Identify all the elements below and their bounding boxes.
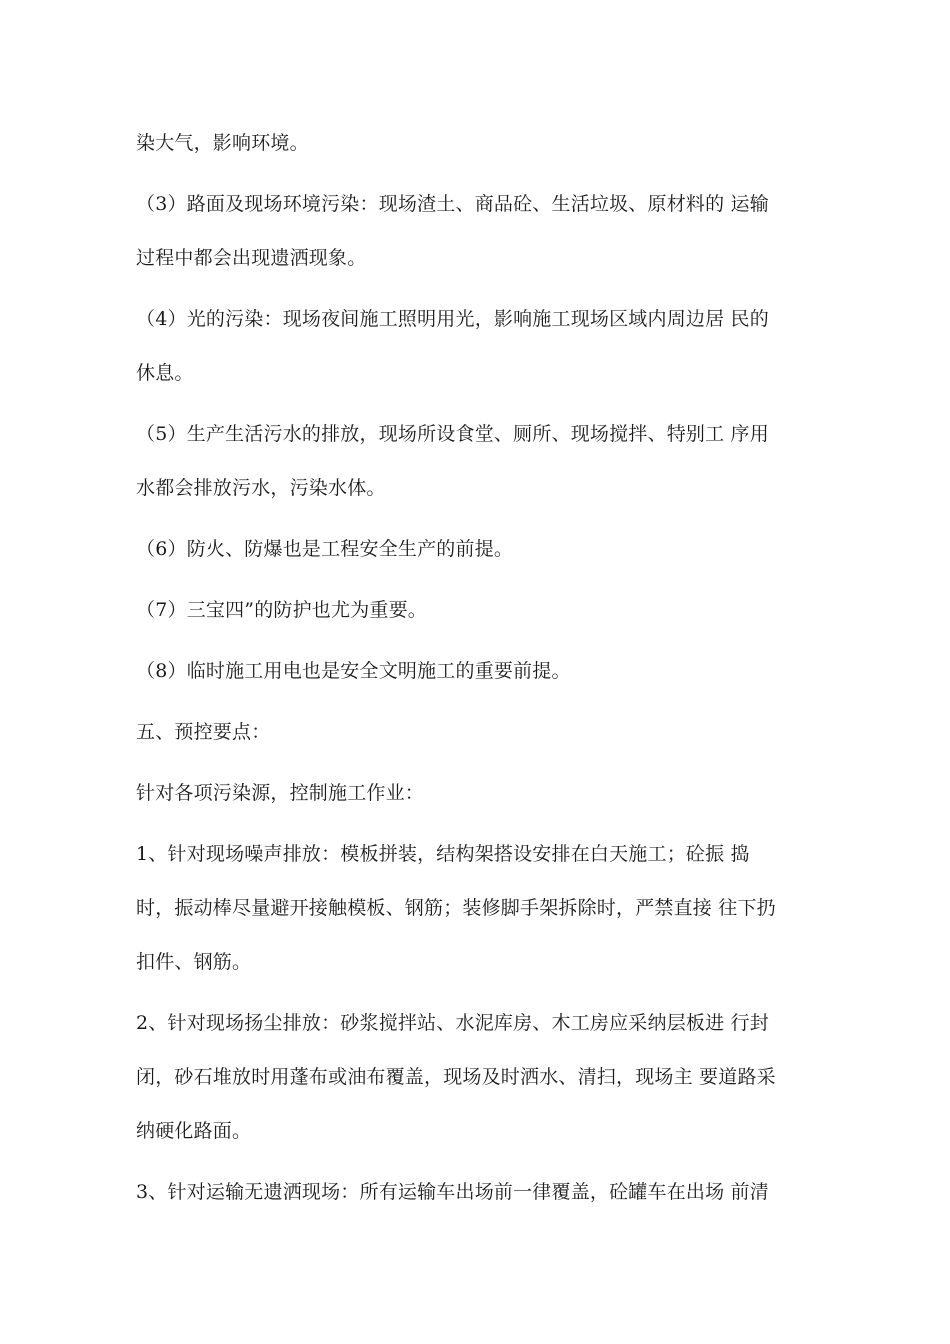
- paragraph-line: （8）临时施工用电也是安全文明施工的重要前提。: [136, 660, 571, 682]
- paragraph-line: （3）路面及现场环境污染：现场渣土、商品砼、生活垃圾、原材料的 运输: [136, 193, 769, 215]
- paragraph-line: 1、针对现场噪声排放：模板拼装，结构架搭设安排在白天施工；砼振 捣: [136, 843, 750, 865]
- section-heading: 五、预控要点：: [136, 721, 271, 743]
- paragraph-line: 休息。: [136, 362, 194, 384]
- paragraph-line: （4）光的污染：现场夜间施工照明用光，影响施工现场区域内周边居 民的: [136, 308, 769, 330]
- paragraph-line: （5）生产生活污水的排放，现场所设食堂、厕所、现场搅拌、特别工 序用: [136, 423, 769, 445]
- paragraph-line: 2、针对现场扬尘排放：砂浆搅拌站、水泥库房、木工房应采纳层板进 行封: [136, 1012, 769, 1034]
- paragraph-line: 3、针对运输无遗洒现场：所有运输车出场前一律覆盖，砼罐车在出场 前清: [136, 1181, 769, 1203]
- paragraph-line: 水都会排放污水，污染水体。: [136, 477, 386, 499]
- paragraph-line: （6）防火、防爆也是工程安全生产的前提。: [136, 538, 514, 560]
- paragraph-line: 时，振动棒尽量避开接触模板、钢筋；装修脚手架拆除时，严禁直接 往下扔: [136, 897, 776, 919]
- paragraph-line: 染大气，影响环境。: [136, 132, 309, 154]
- paragraph-line: 扣件、钢筋。: [136, 951, 252, 973]
- paragraph-line: 纳硬化路面。: [136, 1120, 252, 1142]
- paragraph-line: 针对各项污染源，控制施工作业：: [136, 782, 425, 804]
- document-body: [136, 116, 826, 1219]
- paragraph-line: 闭，砂石堆放时用蓬布或油布覆盖，现场及时洒水、清扫，现场主 要道路采: [136, 1066, 776, 1088]
- paragraph-line: （7）三宝四”的防护也尤为重要。: [136, 599, 428, 621]
- paragraph-line: 过程中都会出现遗洒现象。: [136, 247, 367, 269]
